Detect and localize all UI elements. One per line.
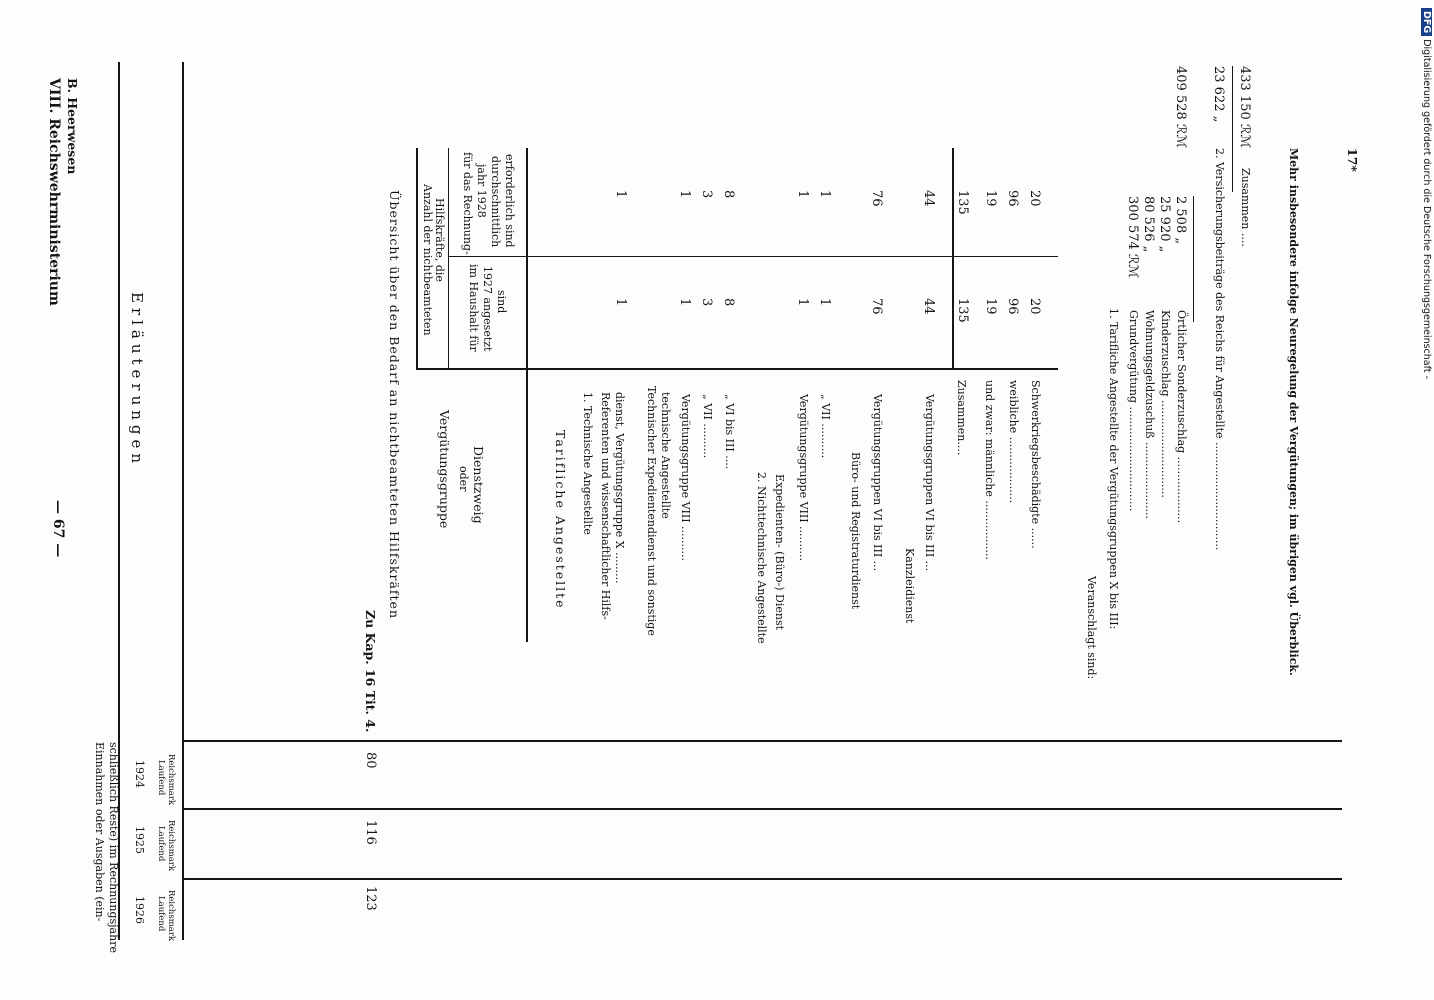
- row-label: Referenten und wissenschaftlicher Hilfs-: [599, 392, 612, 620]
- row-label: Vergütungsgruppen VI bis III ...: [923, 394, 936, 572]
- budget-line-value: 2 508 „: [1173, 196, 1188, 245]
- row-value-a: 1: [613, 298, 628, 307]
- row-value-b: 1: [613, 190, 628, 199]
- overview-title: Übersicht über den Bedarf an nichtbeamteten Hilfskräften: [387, 190, 402, 620]
- row-label: Vergütungsgruppen VI bis III ...: [871, 394, 884, 572]
- unit-1924-a: Laufend: [156, 760, 166, 796]
- row-value-b: 1: [817, 190, 832, 199]
- col3-header-3: durchschnittlich: [489, 156, 502, 248]
- row-value-a: 1: [817, 298, 832, 307]
- col3-header-1: für das Rechnung-: [461, 152, 474, 255]
- col2-header-1: im Haushalt für: [467, 264, 480, 352]
- col2-header-2: 1927 angesetzt: [481, 266, 494, 352]
- year-1924: 1924: [133, 760, 146, 788]
- row-value-b: 1: [795, 190, 810, 199]
- table-line-b: [416, 368, 526, 370]
- breakdown-value-b: 19: [983, 190, 998, 207]
- value-1926: 123: [363, 886, 378, 911]
- table-line-d: [448, 256, 1058, 257]
- row-value-a: 1: [677, 298, 692, 307]
- unit-1925-b: Reichsmark: [166, 820, 176, 872]
- table-line-f: [526, 368, 1058, 370]
- row-value-b: 8: [721, 190, 736, 199]
- row-label: Technischer Expedientendienst und sonstige: [645, 386, 658, 636]
- row-label: „ VI bis III ....: [723, 394, 736, 470]
- budget-line-value: 300 574 ℛℳ: [1125, 196, 1140, 279]
- row-value-a: 3: [699, 298, 714, 307]
- row-label: 2. Nichttechnische Angestellte: [755, 472, 768, 644]
- row-label: Expedienten- (Büro-) Dienst: [773, 474, 786, 631]
- subtotal-rule: [1193, 196, 1194, 322]
- row-label: dienst, Vergütungsgruppe X .........: [613, 392, 626, 584]
- breakdown-value-a: 20: [1027, 298, 1042, 315]
- chapter-heading: VIII. Reichswehrministerium: [46, 78, 62, 306]
- year-1926: 1926: [133, 896, 146, 924]
- unit-1924-b: Reichsmark: [166, 754, 176, 806]
- amounts-header-2: schließlich Reste) im Rechnungsjahre: [107, 742, 120, 953]
- total-label: Zusammen....: [955, 380, 968, 456]
- row-label: Kanzleidienst: [903, 548, 916, 624]
- unit-1926-a: Laufend: [156, 896, 166, 932]
- breakdown-label: und zwar: männliche .................: [983, 380, 996, 560]
- row-value-b: 76: [869, 190, 884, 207]
- unit-1925-a: Laufend: [156, 826, 166, 862]
- col-line-1926: [182, 878, 1342, 880]
- table-line-e: [526, 148, 528, 642]
- digitization-note: DFG Digitalisierung gefördert durch die Deutsche Forschungsgemeinschaft -: [1421, 8, 1432, 379]
- total-rule: [1232, 66, 1233, 192]
- col-line-1924: [182, 740, 1342, 742]
- row-value-b: 1: [677, 190, 692, 199]
- col-group-header-1: Anzahl der nichtbeamteten: [421, 184, 434, 336]
- dfg-logo: DFG: [1421, 8, 1432, 36]
- col1-header-1: Vergütungsgruppe: [437, 410, 452, 529]
- section-heading: B. Heerwesen: [65, 78, 80, 175]
- row-label: 1. Technische Angestellte: [581, 392, 594, 535]
- row-label: „ VII ..........: [819, 394, 832, 459]
- value-1924: 80: [363, 752, 378, 769]
- col1-header-2: oder: [457, 466, 470, 492]
- total-value-a: 135: [955, 298, 970, 323]
- budget-item-2-value: 23 622 „: [1211, 66, 1226, 123]
- row-value-a: 1: [795, 298, 810, 307]
- budget-line-value: 25 920 „: [1157, 196, 1172, 253]
- table-line-a: [416, 148, 418, 370]
- row-label: technische Angestellte: [659, 392, 672, 519]
- budget-note: Mehr insbesondere infolge Neuregelung der Vergütungen; im übrigen vgl. Überblick.: [1287, 148, 1300, 676]
- breakdown-value-b: 20: [1027, 190, 1042, 207]
- budget-intro: Veranschlagt sind:: [1085, 576, 1098, 680]
- row-value-a: 8: [721, 298, 736, 307]
- breakdown-value-a: 96: [1005, 298, 1020, 315]
- budget-total-value: 433 150 ℛℳ: [1237, 66, 1252, 149]
- col-group-header-2: Hilfskräfte, die: [433, 198, 446, 282]
- budget-line-value: 80 526 „: [1141, 196, 1156, 253]
- budget-item-1: 1. Tarifliche Angestellte der Vergütungsgruppen X bis III:: [1107, 308, 1120, 630]
- budget-line-label: Grundvergütung ..............................: [1127, 310, 1140, 512]
- breakdown-value-a: 19: [983, 298, 998, 315]
- col1-header-3: Dienstzweig: [471, 446, 486, 524]
- row-label: Vergütungsgruppe VIII ..........: [679, 394, 692, 562]
- row-value-a: 44: [921, 298, 936, 315]
- col3-header-4: erforderlich sind: [503, 154, 516, 248]
- row-label: Vergütungsgruppe VIII ..........: [797, 394, 810, 562]
- row-label: Büro- und Registraturdienst: [849, 452, 862, 610]
- col-line-1925: [182, 808, 1342, 810]
- col3-header-2: jahr 1928: [475, 164, 488, 218]
- col2-header-3: sind: [495, 290, 508, 314]
- page-title: Erläuterungen: [128, 292, 146, 469]
- row-value-a: 76: [869, 298, 884, 315]
- breakdown-label: Schwerkriegsbeschädigte ......: [1029, 380, 1042, 549]
- amounts-header-1: Einnahmen oder Ausgaben (ein-: [93, 742, 106, 922]
- budget-item-2: 2. Versicherungsbeiträge des Reichs für Angestellte ...............................: [1213, 148, 1226, 551]
- breakdown-label: weibliche ...................: [1007, 380, 1020, 504]
- table-line-h: [952, 148, 953, 370]
- year-1925: 1925: [133, 826, 146, 854]
- breakdown-value-b: 96: [1005, 190, 1020, 207]
- kapitel-reference: Zu Kap. 16 Tit. 4.: [363, 610, 378, 733]
- budget-total-label: Zusammen ....: [1239, 168, 1252, 247]
- budget-subtotal: 409 528 ℛℳ: [1173, 66, 1188, 149]
- row-label: „ VII ..........: [701, 394, 714, 459]
- folio-mark: 17*: [1345, 148, 1360, 172]
- unit-1926-b: Reichsmark: [166, 890, 176, 942]
- budget-line-label: Örtlicher Sonderzuschlag ...................: [1175, 310, 1188, 524]
- budget-line-label: Wohnungsgeldzuschuß ......................: [1143, 310, 1156, 519]
- row-value-b: 3: [699, 190, 714, 199]
- table-line-c: [448, 148, 449, 370]
- budget-line-label: Kinderzuschlag ............................: [1159, 310, 1172, 498]
- page-number: — 67 —: [50, 500, 66, 558]
- row-value-b: 44: [921, 190, 936, 207]
- total-value-b: 135: [955, 190, 970, 215]
- section-title: Tarifliche Angestellte: [553, 430, 568, 610]
- value-1925: 116: [363, 820, 378, 845]
